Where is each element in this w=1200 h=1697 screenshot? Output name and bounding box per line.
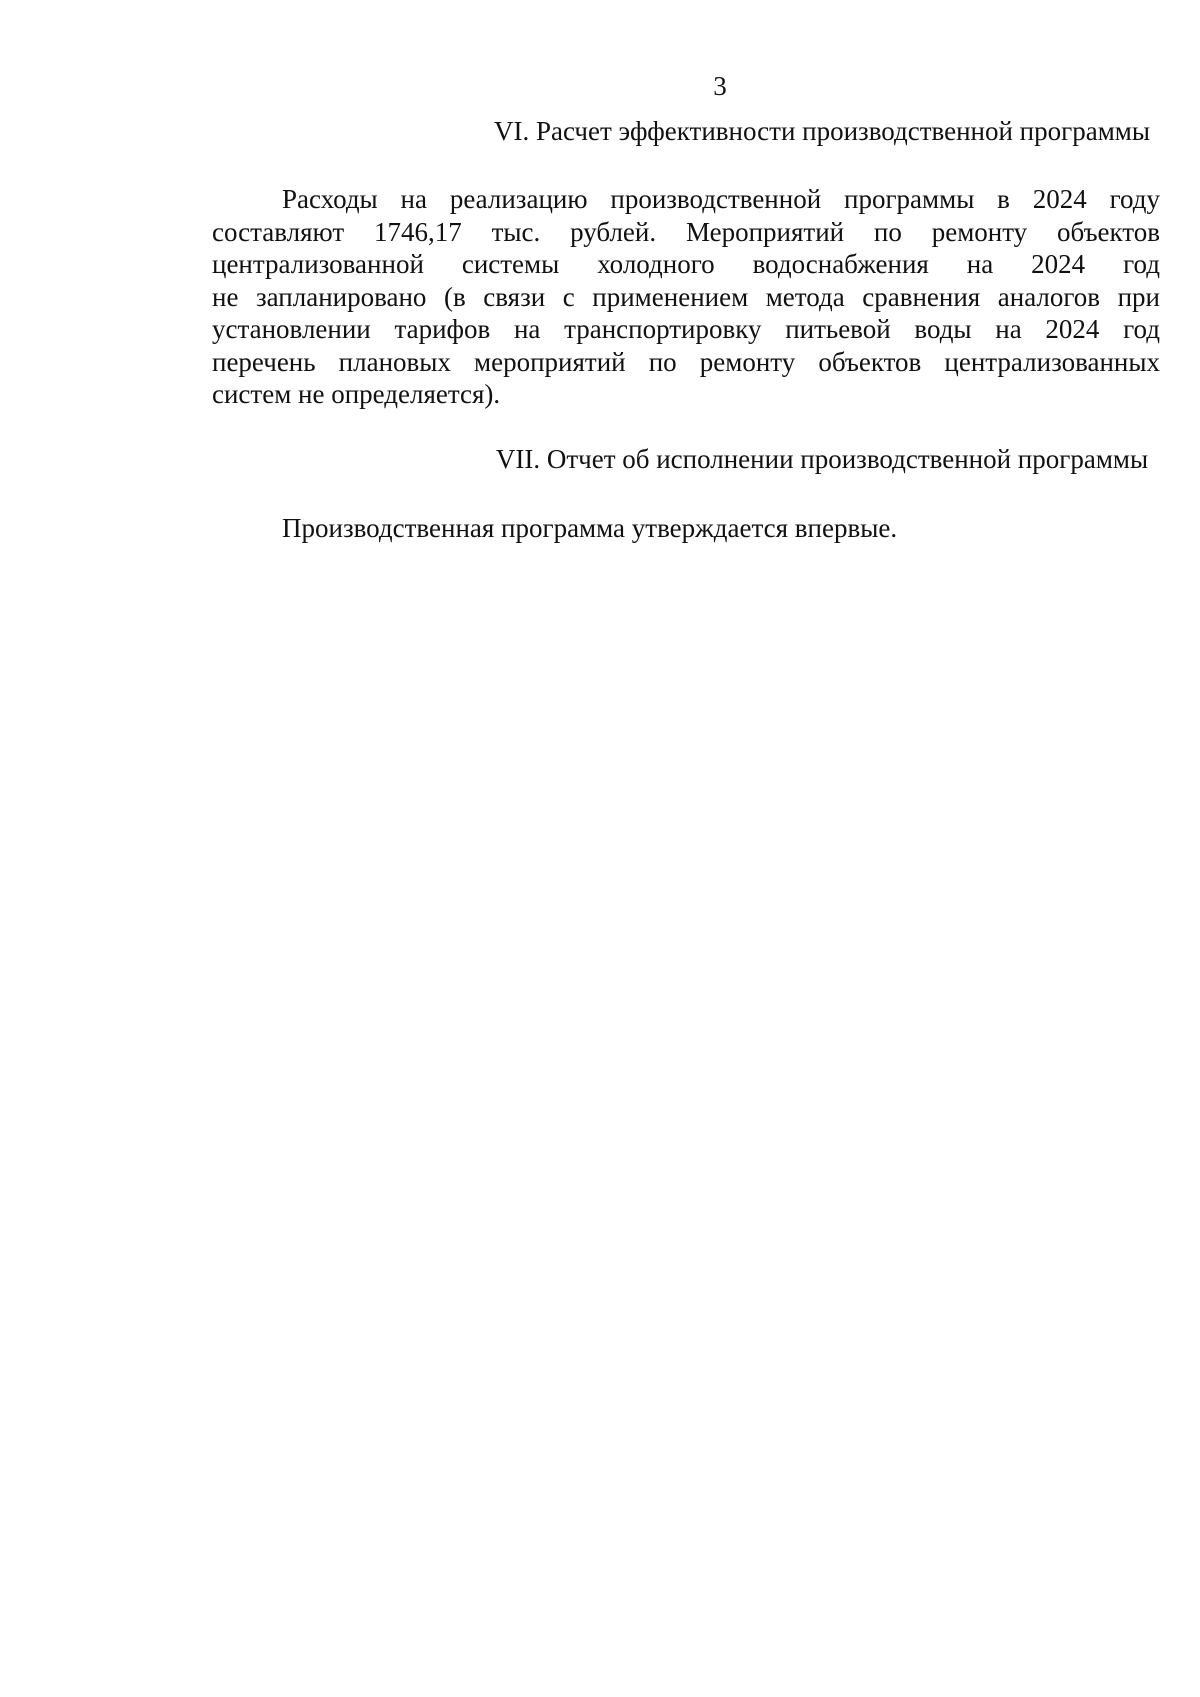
paragraph-line: составляют 1746,17 тыс. рублей. Мероприятий по ремонту объектов [212,216,1160,247]
section-6-paragraph [212,183,1160,411]
paragraph-line: систем не определяется). [212,379,501,409]
paragraph-line: установлении тарифов на транспортировку питьевой воды на 2024 год [212,314,1160,344]
paragraph-line: Расходы на реализацию производственной программы в 2024 году [282,184,1160,214]
paragraph-line: централизованной системы холодного водоснабжения на 2024 год [212,249,1160,279]
paragraph-line: не запланировано (в связи с применением метода сравнения аналогов при [212,281,1160,312]
section-7-heading: VII. Отчет об исполнении производственной программы [495,444,1149,474]
paragraph-line: перечень плановых мероприятий по ремонту объектов централизованных [212,346,1160,377]
section-6-heading: VI. Расчет эффективности производственной программы [493,116,1150,146]
section-7-paragraph: Производственная программа утверждается впервые. [282,513,898,543]
page-number: 3 [713,71,727,101]
